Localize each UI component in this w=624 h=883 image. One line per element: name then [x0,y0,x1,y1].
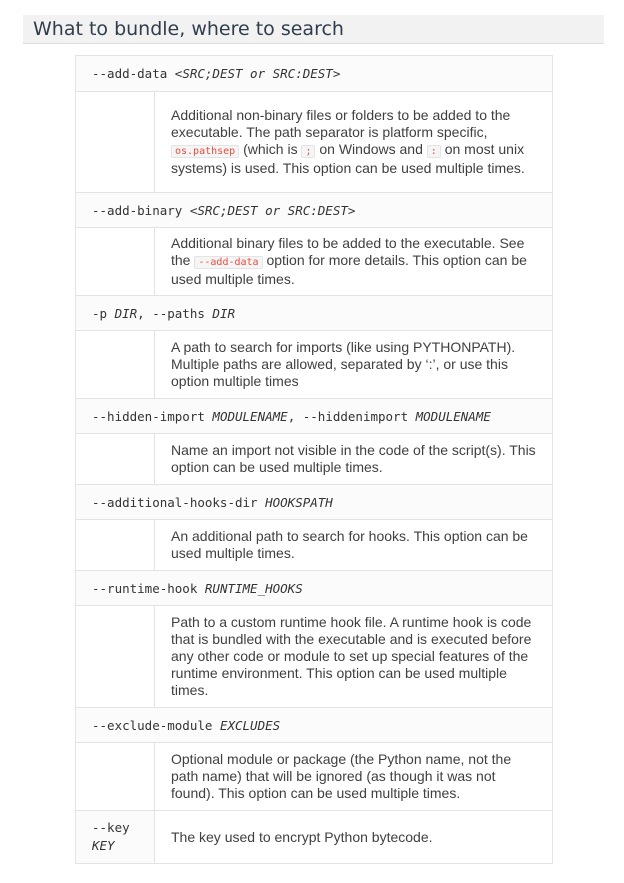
option-flag: --add-data [92,66,175,81]
option-flag: --exclude-module [92,717,220,733]
description-row-add-data [76,92,553,193]
option-description: Name an import not visible in the code of the script(s). This option can be used multiple times. [155,434,553,485]
option-row-additional-hooks-dir [76,485,553,520]
option-row-add-data [76,56,553,92]
option-description: Additional binary files to be added to the executable. See the --add-data option for more details. This option can be used multiple times. [155,228,553,296]
option-row-runtime-hook [76,571,553,606]
option-arg: KEY [92,838,115,853]
gutter-cell [76,92,155,193]
option-arg: DIR [114,305,138,321]
description-row-hidden-import [76,434,553,485]
option-signature [76,296,553,331]
option-row-hidden-import [76,399,553,434]
option-flag: --hidden-import [92,408,213,424]
option-arg: EXCLUDES [219,717,281,733]
option-signature [76,571,553,606]
inline-code: os.pathsep [171,145,239,158]
description-row-paths [76,331,553,399]
option-signature [76,811,155,864]
inline-code: ; [301,145,315,158]
option-signature [76,56,553,92]
option-signature [76,708,553,743]
description-row-add-binary [76,228,553,296]
description-row-additional-hooks-dir [76,520,553,571]
option-flag: --add-binary [92,202,190,218]
gutter-cell [76,520,155,571]
gutter-cell [76,331,155,399]
option-flag: -p [92,305,115,321]
option-signature [76,193,553,228]
options-table [75,55,553,864]
section-title: What to bundle, where to search [33,18,344,40]
option-arg: <SRC;DEST or SRC:DEST> [189,202,356,218]
gutter-cell [76,434,155,485]
description-row-runtime-hook [76,606,553,708]
option-description: An additional path to search for hooks. This option can be used multiple times. [155,520,553,571]
section-header [23,15,604,44]
option-row-paths [76,296,553,331]
option-arg: MODULENAME [212,408,288,424]
option-signature [76,399,553,434]
option-description: The key used to encrypt Python bytecode. [155,811,553,864]
option-flag: --runtime-hook [92,580,205,596]
option-flag: --additional-hooks-dir [92,494,266,510]
option-arg: MODULENAME [415,408,491,424]
option-arg: HOOKSPATH [265,494,333,510]
gutter-cell [76,743,155,811]
option-arg: RUNTIME_HOOKS [204,580,303,596]
option-row-key [76,811,553,864]
option-row-exclude-module [76,708,553,743]
gutter-cell [76,606,155,708]
description-row-exclude-module [76,743,553,811]
option-description: A path to search for imports (like using PYTHONPATH). Multiple paths are allowed, separated by ‘:’, or use this option multiple times [155,331,553,399]
option-arg: DIR [212,305,235,321]
option-description: Optional module or package (the Python name, not the path name) that will be ignored (as though it was not found). This option can be used multiple times. [155,743,553,811]
option-flag: , --hiddenimport [287,408,416,424]
option-row-add-binary [76,193,553,228]
option-description: Additional non-binary files or folders to be added to the executable. The path separator is platform specific, os.pathsep (which is ; on Windows and : on most unix systems) is used. This option can be used multiple times. [155,92,553,193]
gutter-cell [76,228,155,296]
option-flag: , --paths [137,305,213,321]
option-signature [76,485,553,520]
option-arg: <SRC;DEST or SRC:DEST> [174,66,341,81]
option-description: Path to a custom runtime hook file. A runtime hook is code that is bundled with the executable and is executed before any other code or module to set up special features of the runtime environment. This option can be used multiple times. [155,606,553,708]
inline-code: : [427,145,441,158]
inline-code: --add-data [194,256,262,269]
option-flag: --key [92,820,130,835]
